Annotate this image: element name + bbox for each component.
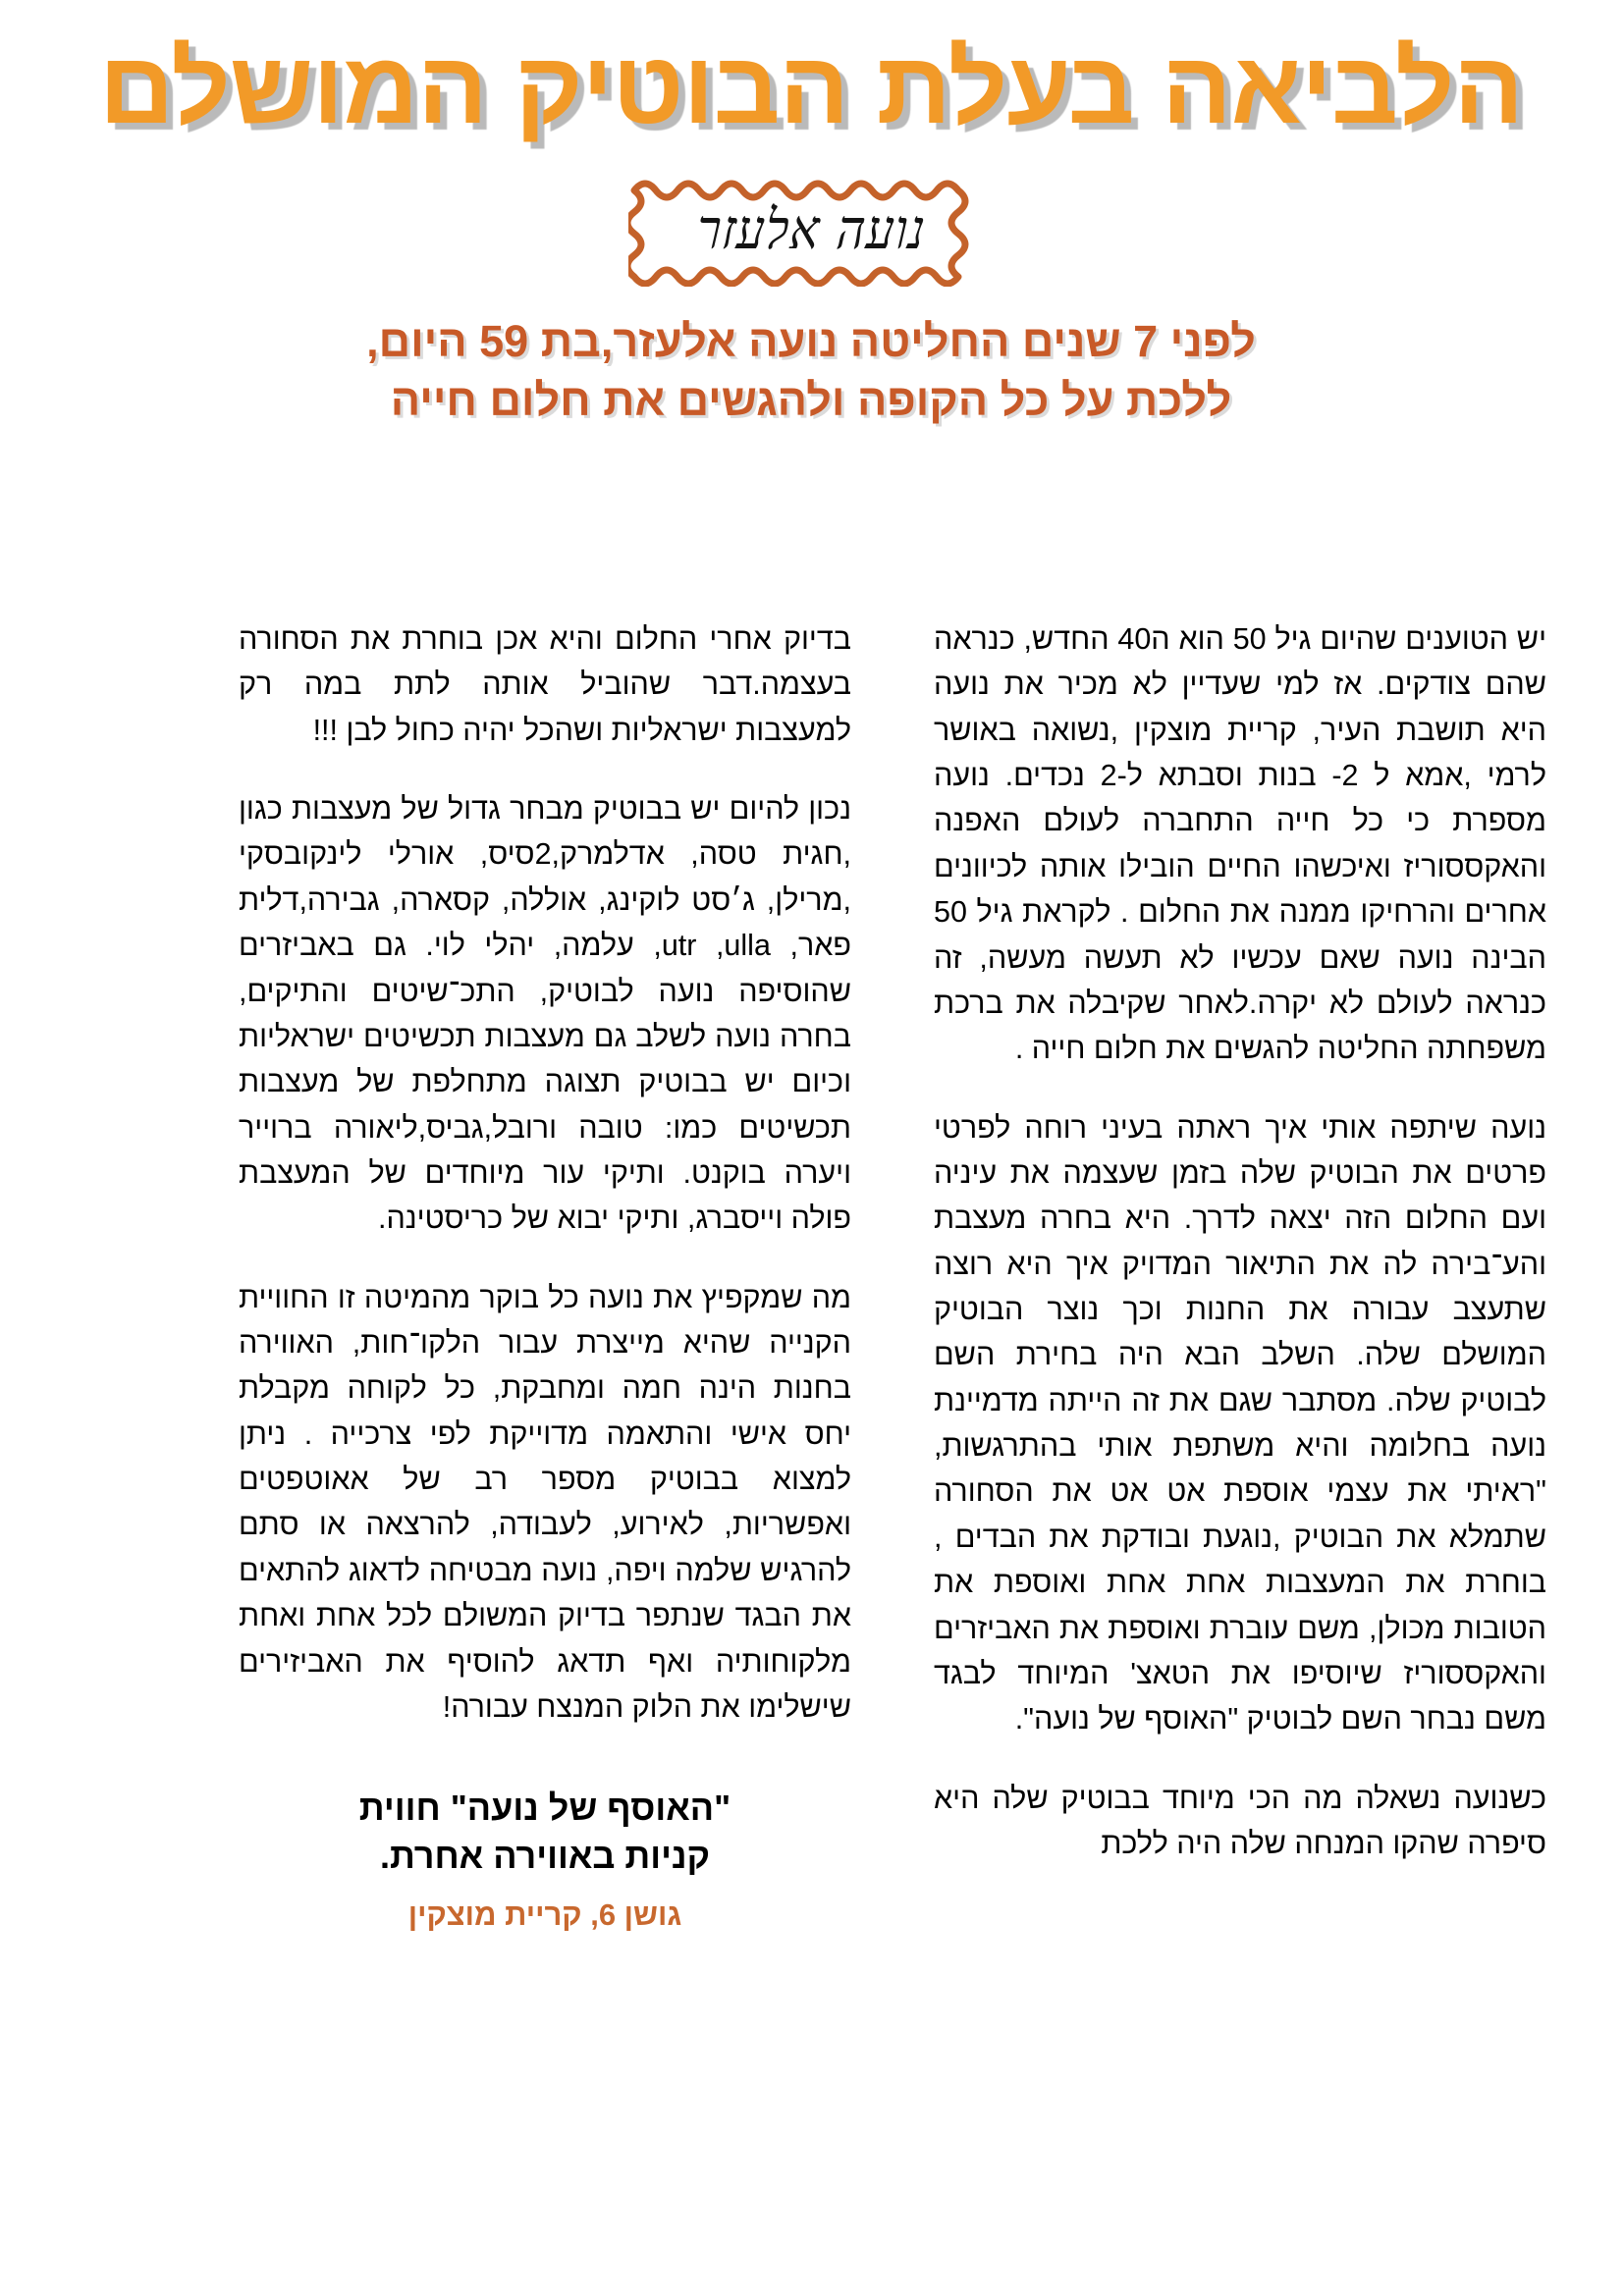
paragraph: יש הטוענים שהיום גיל 50 הוא ה40 החדש, כנראה שהם צודקים. אז למי שעדיין לא מכיר את נועה היא תושבת העיר, קריית מוצקין ,נשואה באושר לרמי ,אמא ל 2- בנות וסבתא ל-2 נכדים. נועה מספרת כי כל חייה התחברה לעולם האפנה והאקססוריז ואיכשהו החיים הובילו אותה לכיוונים אחרים והרחיקו ממנה את החלום . לקראת גיל 50 הבינה נועה שאם עכשיו לא תעשה מעשה, זה כנראה לעולם לא יקרה.לאחר שקיבלה את ברכת משפחתה החליטה להגשים את חלום חייה . [935,622,1548,1066]
article-column-right [935,616,1547,1938]
page-title: הלביאה בעלת הבוטיק המושלם [99,31,1525,145]
article-column-left [240,616,852,1938]
paragraph: נועה שיתפה אותי איך ראתה בעיני רוחה לפרטי פרטים את הבוטיק שלה בזמן שעצמה את עיניה ועם החלום הזה יצאה לדרך. היא בחרה מעצבת והע־בירה לה את התיאור המדויק איך היא רוצה שתעצב עבורה את החנות וכך נוצר הבוטיק המושלם שלה. השלב הבא היה בחירת השם לבוטיק שלה. מסתבר שגם את זה הייתה מדמיינת נועה בחלומה והיא משתפת אותי בהתרגשות, "ראיתי את עצמי אוספת אט אט את הסחורה שתמלא את הבוטיק ,נוגעת ובודקת את הבדים , בוחרת את המעצבות אחת אחת ואוספת את הטובות מכולן, משם עוברת ואוספת את האביזרים והאקססוריז שיוסיפו את הטאצ' המיוחד לבגד משם נבחר השם לבוטיק "האוסף של נועה". [935,1110,1547,1736]
article-columns [77,616,1547,1938]
brand-logo [0,173,1624,287]
logo-plate [629,173,995,287]
paragraph: בדיוק אחרי החלום והיא אכן בוחרת את הסחורה בעצמה.דבר שהוביל אותה לתת במה רק למעצבות ישראליות ושהכל יהיה כחול לבן !!! [240,622,852,747]
subheadline-line-2: ללכת על כל הקופה ולהגשים את חלום חייה [391,374,1233,425]
paragraph: נכון להיום יש בבוטיק מבחר גדול של מעצבות כגון ,חגית טסה, אדלמרק,2סיס, אורלי לינקובסקי ,מרילן, ג׳סט לוקינג, אוללה, קסארה, גבירה,דלית פאר, utr ,ulla, עלמה, יהלי לוי. גם באביזרים שהוסיפה נועה לבוטיק, התכ־שיטים והתיקים, בחרה נועה לשלב גם מעצבות תכשיטים ישראליות וכיום יש בבוטיק תצוגה מתחלפת של מעצבות תכשיטים כמו: טובה ורובל,גביס,ליאורה ברוייר ויערה בוקנט. ותיקי עור מיוחדים של המעצבת פולה וייסברג, ותיקי יבוא של כריסטינה. [240,792,852,1236]
subheadline-line-1: לפני 7 שנים החליטה נועה אלעזר,בת 59 היום, [367,316,1257,367]
masthead [0,0,1624,143]
logo-wordmark: נועה אלעזר [695,197,929,262]
store-address: גושן 6, קריית מוצקין [408,1896,683,1932]
closing-tagline-line-2: קניות באווירה אחרת. [380,1835,712,1876]
paragraph: מה שמקפיץ את נועה כל בוקר מהמיטה זו החוויית הקנייה שהיא מייצרת עבור הלקו־חות, האווירה בחנות הינה חמה ומחבקת, כל לקוחה מקבלת יחס אישי והתאמה מדוייקת לפי צרכייה . ניתן למצוא בבוטיק מספר רב של אאוטפטים ואפשריות, לאירוע, לעבודה, להרצאה או סתם להרגיש שלמה ויפה, נועה מבטיחה לדאוג להתאים את הבגד שנתפר בדיוק המשולם לכל אחת ואחת מלקוחותיה ואף תדאג להוסיף את האביזירים שישלימו את הלוק המנצח עבורה! [240,1280,852,1724]
closing-tagline-line-1: "האוסף של נועה" חווית [359,1788,732,1829]
subheadline [164,312,1460,429]
closing-block [240,1785,852,1938]
paragraph: כשנועה נשאלה מה הכי מיוחד בבוטיק שלה היא סיפרה שהקו המנחה שלה היה ללכת [935,1781,1547,1860]
